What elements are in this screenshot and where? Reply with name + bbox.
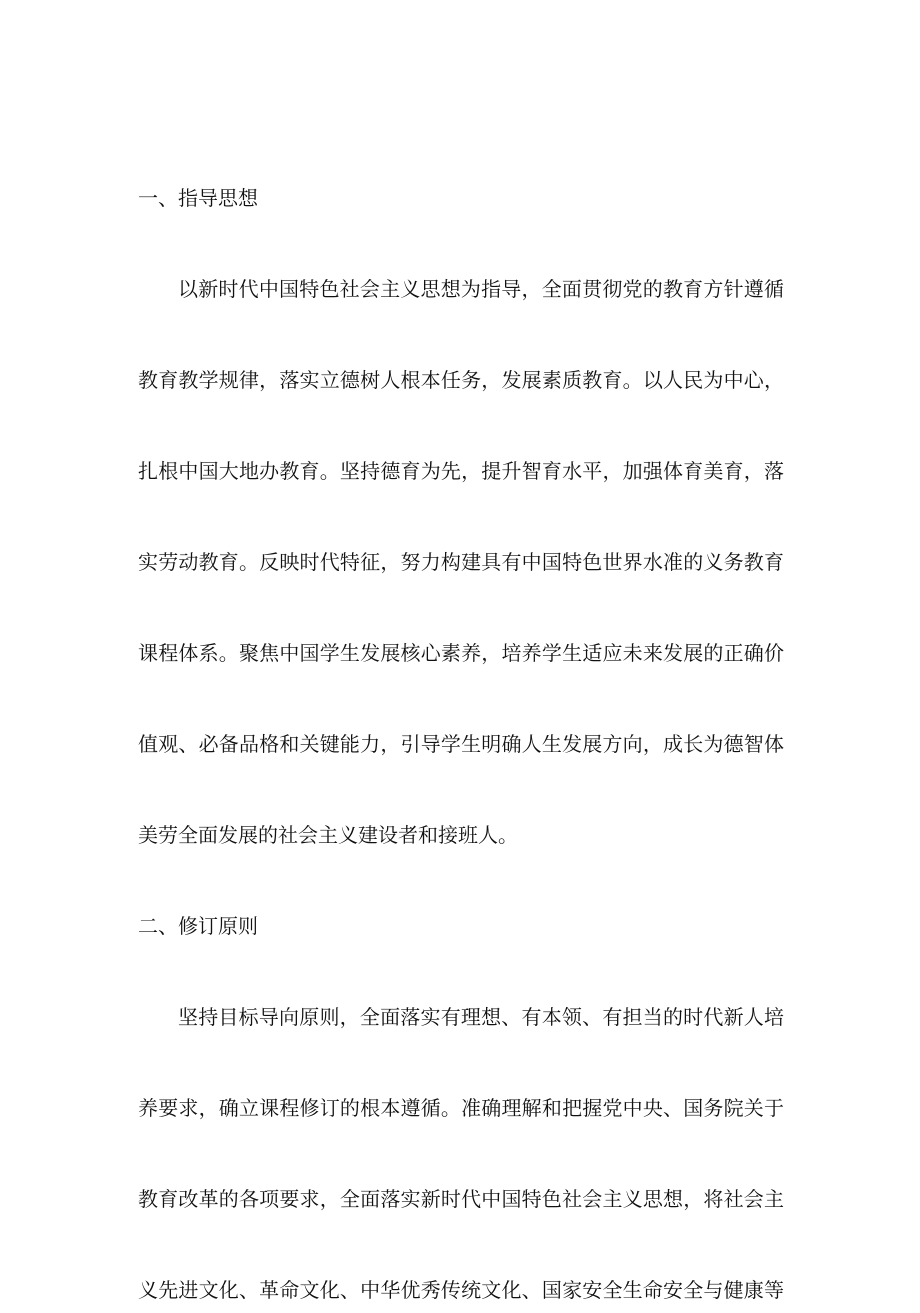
paragraph-line: 以新时代中国特色社会主义思想为指导，全面贯彻党的教育方针遵循 <box>178 277 784 301</box>
paragraph-line: 坚持目标导向原则，全面落实有理想、有本领、有担当的时代新人培 <box>178 1005 784 1029</box>
paragraph-gap <box>138 1222 784 1268</box>
paragraph-line: 实劳动教育。反映时代特征，努力构建具有中国特色世界水准的义务教育 <box>138 550 784 574</box>
paragraph-gap <box>138 221 784 267</box>
paragraph-line: 教育教学规律，落实立德树人根本任务，发展素质教育。以人民为中心， <box>138 368 784 392</box>
paragraph-line: 义先进文化、革命文化、中华优秀传统文化、国家安全生命安全与健康等 <box>138 1278 784 1302</box>
paragraph-gap <box>138 858 784 904</box>
paragraph-gap <box>138 585 784 631</box>
paragraph-line: 课程体系。聚焦中国学生发展核心素养，培养学生适应未来发展的正确价 <box>138 641 784 665</box>
paragraph-gap <box>138 1040 784 1086</box>
paragraph-gap <box>138 767 784 813</box>
paragraph-gap <box>138 312 784 358</box>
paragraph-line: 教育改革的各项要求，全面落实新时代中国特色社会主义思想，将社会主 <box>138 1187 784 1211</box>
paragraph-gap <box>138 403 784 449</box>
paragraph-line: 值观、必备品格和关键能力，引导学生明确人生发展方向，成长为德智体 <box>138 732 784 756</box>
paragraph-line: 扎根中国大地办教育。坚持德育为先，提升智育水平，加强体育美育，落 <box>138 459 784 483</box>
document-body <box>138 176 784 1313</box>
paragraph-line: 养要求，确立课程修订的根本遵循。准确理解和把握党中央、国务院关于 <box>138 1096 784 1120</box>
section-heading-revision-principles: 二、修订原则 <box>138 914 258 938</box>
paragraph-gap <box>138 949 784 995</box>
paragraph-gap <box>138 676 784 722</box>
paragraph-line: 美劳全面发展的社会主义建设者和接班人。 <box>138 823 518 847</box>
paragraph-gap <box>138 1131 784 1177</box>
section-heading-guiding-ideology: 一、指导思想 <box>138 186 258 210</box>
paragraph-gap <box>138 494 784 540</box>
